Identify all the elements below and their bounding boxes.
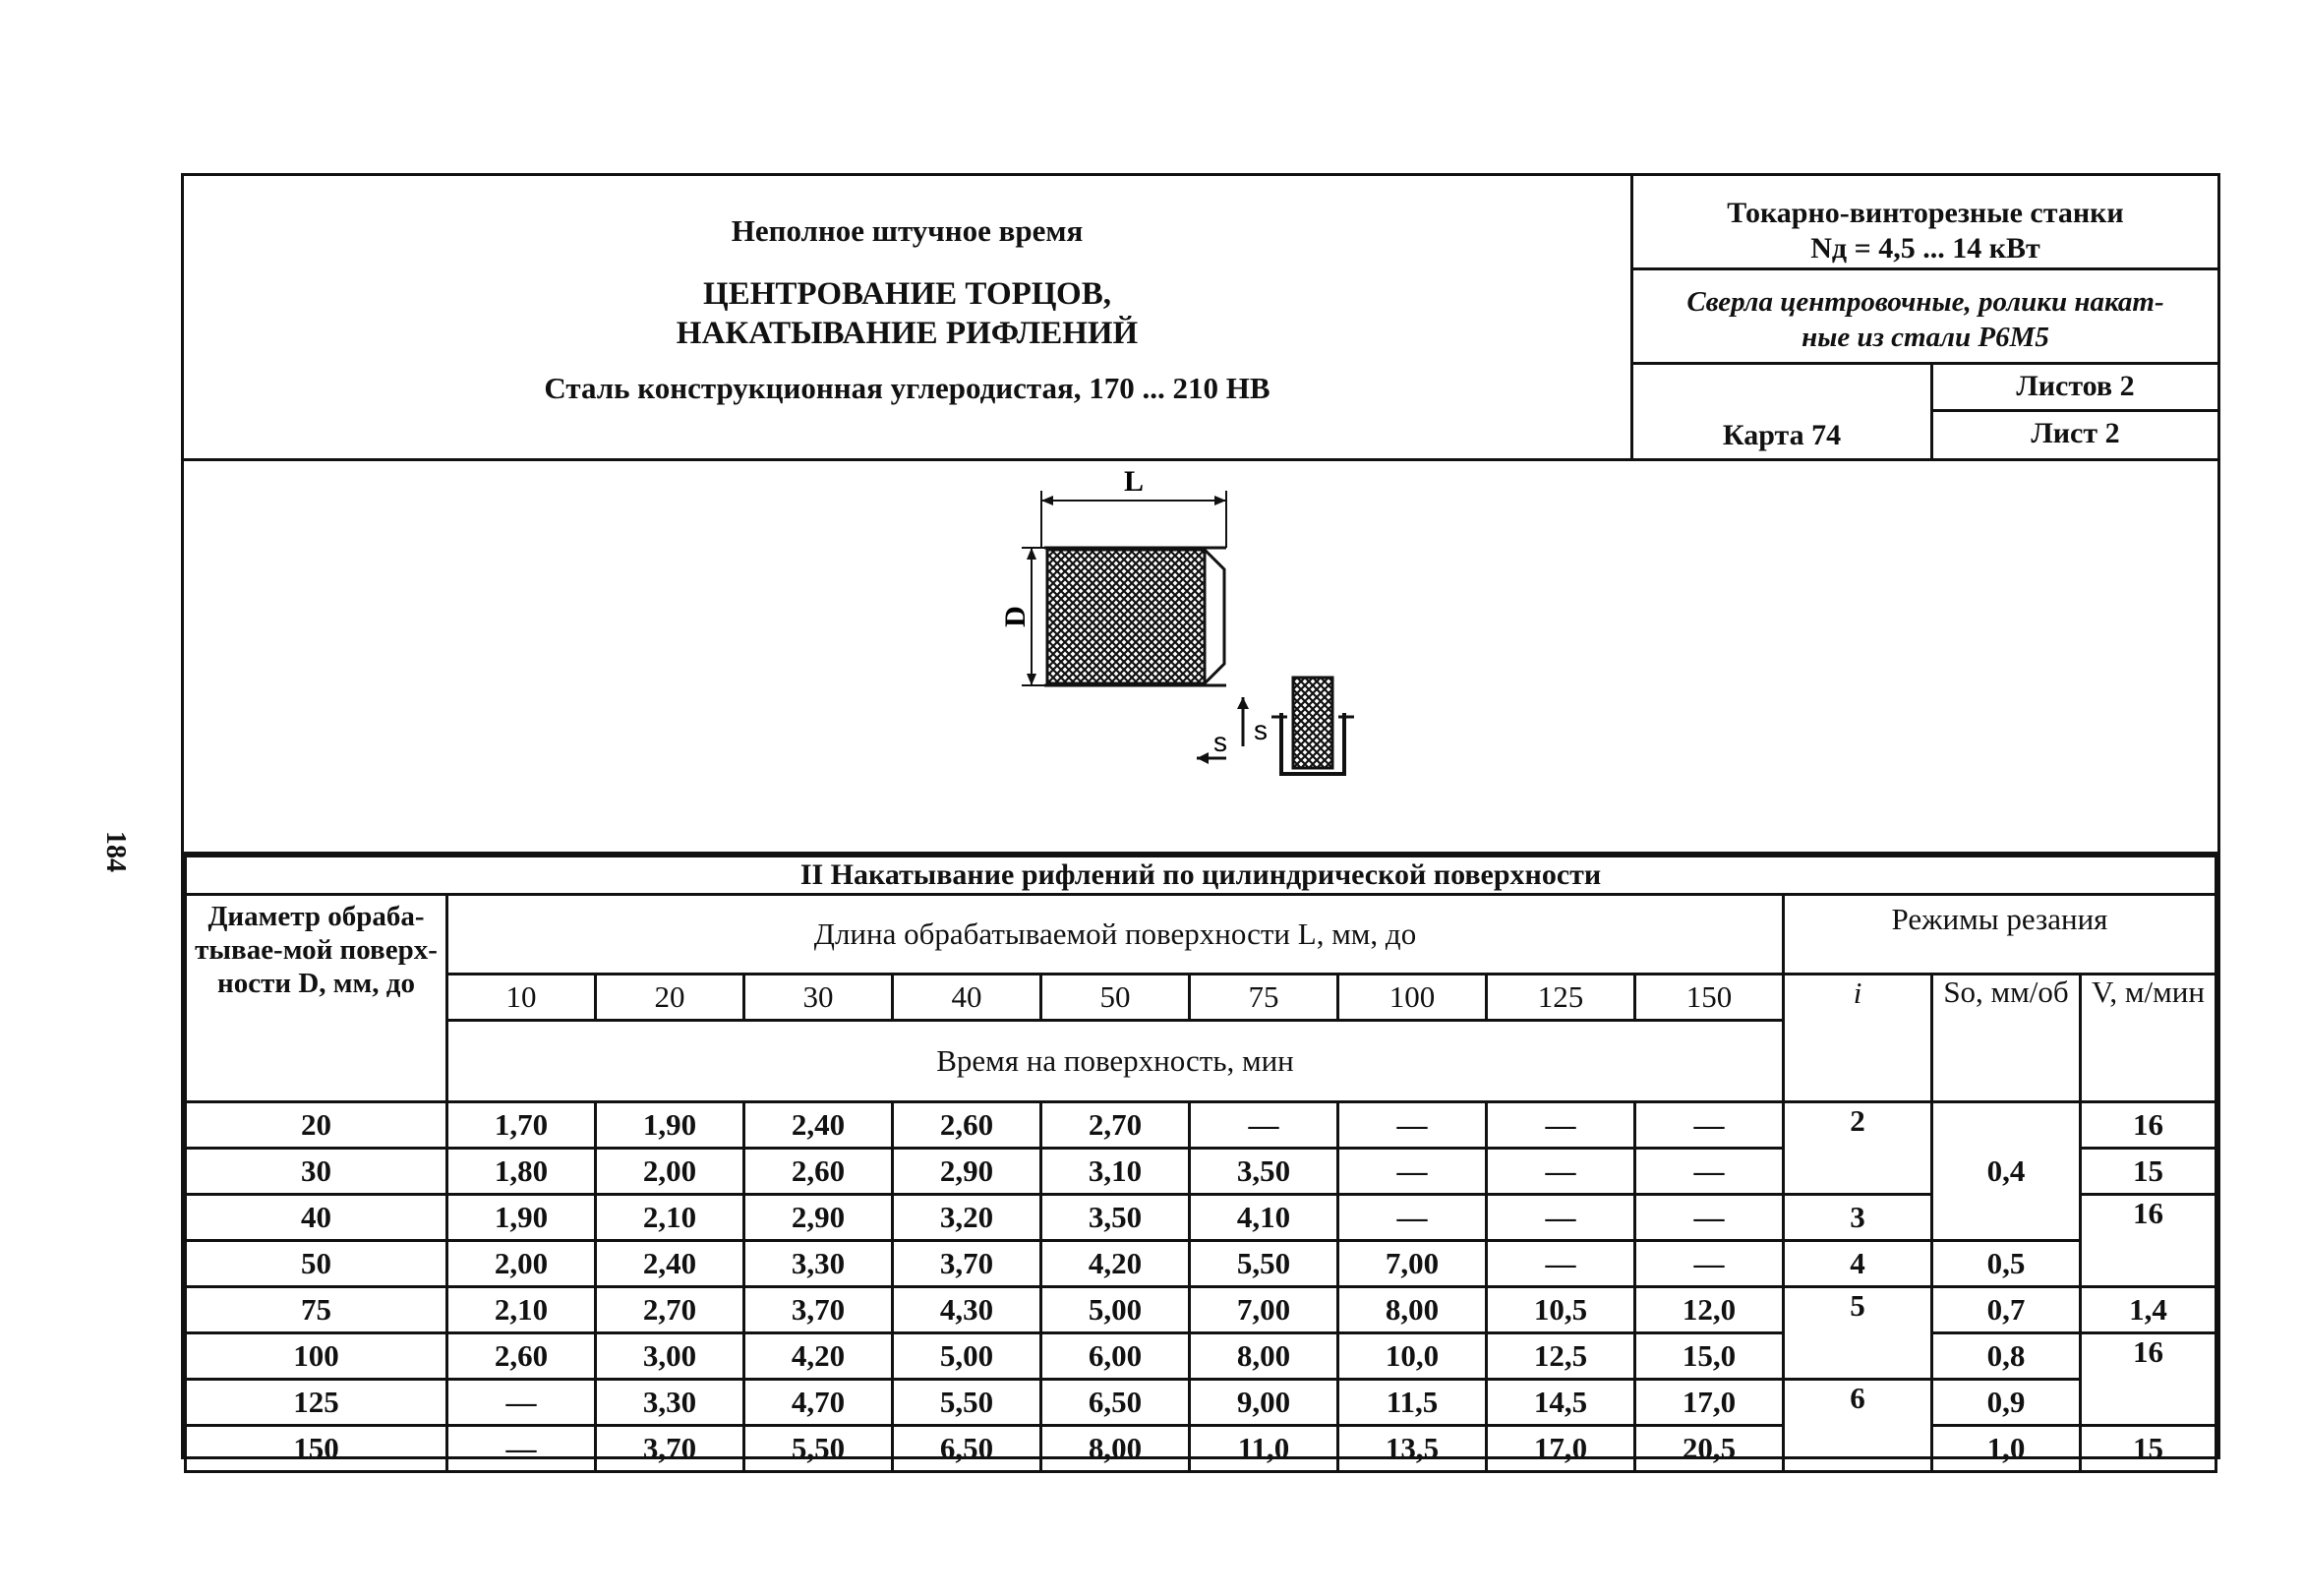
time-cell: 3,50 [1041,1195,1190,1241]
time-cell: — [1487,1195,1635,1241]
machine-line-1: Токарно-винторезные станки [1727,197,2124,229]
tool-spec [1633,270,2217,365]
table-row [186,1195,2216,1241]
time-cell: 6,00 [1041,1333,1190,1380]
time-cell: — [1338,1149,1487,1195]
sheet-count: Листов 2 [1933,365,2217,412]
time-cell: 3,50 [1190,1149,1338,1195]
feed-label-vertical: s [1254,715,1268,745]
time-cell: 13,5 [1338,1426,1487,1472]
time-cell: 2,10 [447,1287,596,1333]
time-cell: 4,20 [744,1333,893,1380]
feed-cell: 0,8 [1932,1333,2081,1380]
length-col: 125 [1487,975,1635,1021]
title-line-1: ЦЕНТРОВАНИЕ ТОРЦОВ, [703,276,1111,312]
time-cell: 2,60 [744,1149,893,1195]
time-cell: 3,30 [596,1380,744,1426]
operation-sketch [184,461,2217,855]
length-col: 20 [596,975,744,1021]
time-cell: 3,70 [596,1426,744,1472]
length-col: 30 [744,975,893,1021]
time-cell: 8,00 [1041,1426,1190,1472]
time-cell: — [1338,1102,1487,1149]
speed-cell: 16 [2081,1333,2216,1426]
time-cell: 5,00 [1041,1287,1190,1333]
time-cell: 20,5 [1635,1426,1784,1472]
time-cell: — [1487,1102,1635,1149]
time-cell: 3,20 [893,1195,1041,1241]
passes-cell: 3 [1784,1195,1932,1241]
time-cell: 5,50 [744,1426,893,1472]
title-line-2: НАКАТЫВАНИЕ РИФЛЕНИЙ [676,316,1139,351]
feed-cell: 0,9 [1932,1380,2081,1426]
time-cell: — [1338,1195,1487,1241]
time-cell: 3,10 [1041,1149,1190,1195]
time-cell: 8,00 [1190,1333,1338,1380]
card-header-left [184,176,1633,461]
time-cell: 11,5 [1338,1380,1487,1426]
tool-line-1: Сверла центровочные, ролики накат- [1686,286,2164,318]
time-cell: 2,90 [744,1195,893,1241]
speed-cell: 1,4 [2081,1287,2216,1333]
table-row [186,1287,2216,1333]
process-card [181,173,2220,1465]
time-cell: — [447,1380,596,1426]
speed-cell: 15 [2081,1426,2216,1472]
machine-spec [1633,176,2217,270]
header-s: So, мм/об [1932,975,2081,1102]
speed-cell: 16 [2081,1195,2216,1287]
time-cell: 3,00 [596,1333,744,1380]
time-cell: 6,50 [893,1426,1041,1472]
time-cell: 4,30 [893,1287,1041,1333]
diameter-cell: 50 [186,1241,447,1287]
length-col: 50 [1041,975,1190,1021]
time-cell: 9,00 [1190,1380,1338,1426]
time-cell: 2,00 [596,1149,744,1195]
time-cell: — [1635,1195,1784,1241]
passes-cell: 6 [1784,1380,1932,1472]
time-cell: 7,00 [1190,1287,1338,1333]
diameter-cell: 40 [186,1195,447,1241]
passes-cell: 4 [1784,1241,1932,1287]
time-cell: 2,00 [447,1241,596,1287]
time-cell: 1,80 [447,1149,596,1195]
diameter-cell: 75 [186,1287,447,1333]
header-diameter: Диаметр обраба-тывае-мой поверх-ности D, мм, до [186,895,447,1102]
feed-cell: 1,0 [1932,1426,2081,1472]
table-caption: II Накатывание рифлений по цилиндрической поверхности [186,857,2216,895]
time-cell: 4,20 [1041,1241,1190,1287]
workpiece-drawing [1022,491,1226,685]
time-norms-table [184,855,2217,1473]
time-cell: 2,70 [596,1287,744,1333]
time-cell: 2,40 [596,1241,744,1287]
machine-line-2: Nд = 4,5 ... 14 кВт [1810,232,2040,265]
time-cell: — [1487,1241,1635,1287]
table-row [186,1380,2216,1426]
feed-cell: 0,5 [1932,1241,2081,1287]
time-cell: 12,0 [1635,1287,1784,1333]
time-cell: 2,10 [596,1195,744,1241]
time-cell: 1,90 [596,1102,744,1149]
header-i: i [1784,975,1932,1102]
time-cell: 7,00 [1338,1241,1487,1287]
time-cell: 5,50 [893,1380,1041,1426]
header-modes: Режимы резания [1784,895,2216,975]
time-cell: 2,70 [1041,1102,1190,1149]
time-cell: — [1190,1102,1338,1149]
table-row [186,1102,2216,1149]
time-cell: 3,70 [893,1241,1041,1287]
time-cell: 3,70 [744,1287,893,1333]
time-cell: 5,00 [893,1333,1041,1380]
diameter-cell: 20 [186,1102,447,1149]
time-cell: 15,0 [1635,1333,1784,1380]
dimension-L: L [1123,465,1145,498]
page-number: 184 [100,831,131,872]
time-cell: 10,0 [1338,1333,1487,1380]
time-cell: 4,10 [1190,1195,1338,1241]
operation-title [184,274,1630,353]
dimension-D: D [999,606,1032,627]
table-row [186,1241,2216,1287]
speed-cell: 15 [2081,1149,2216,1195]
header-time: Время на поверхность, мин [447,1021,1784,1102]
time-cell: 1,90 [447,1195,596,1241]
feed-cell: 0,7 [1932,1287,2081,1333]
time-cell: 8,00 [1338,1287,1487,1333]
passes-cell: 5 [1784,1287,1932,1380]
time-cell: 10,5 [1487,1287,1635,1333]
length-col: 150 [1635,975,1784,1021]
time-cell: 2,90 [893,1149,1041,1195]
time-cell: 3,30 [744,1241,893,1287]
length-col: 100 [1338,975,1487,1021]
diameter-cell: 30 [186,1149,447,1195]
time-cell: 4,70 [744,1380,893,1426]
card-header-right [1633,176,2217,461]
knurling-sketch [184,461,2217,855]
passes-cell: 2 [1784,1102,1932,1195]
header-length: Длина обрабатываемой поверхности L, мм, до [447,895,1784,975]
time-cell: 17,0 [1487,1426,1635,1472]
diameter-cell: 100 [186,1333,447,1380]
time-cell: 6,50 [1041,1380,1190,1426]
time-cell: 1,70 [447,1102,596,1149]
diameter-cell: 125 [186,1380,447,1426]
speed-cell: 16 [2081,1102,2216,1149]
time-cell: 2,60 [893,1102,1041,1149]
time-cell: 12,5 [1487,1333,1635,1380]
time-cell: — [1635,1241,1784,1287]
time-cell: — [1635,1149,1784,1195]
length-col: 40 [893,975,1041,1021]
time-cell: — [1487,1149,1635,1195]
header-v: V, м/мин [2081,975,2216,1102]
sheet-number: Лист 2 [2031,417,2120,449]
time-cell: 11,0 [1190,1426,1338,1472]
header-subtitle: Неполное штучное время [731,213,1084,248]
feed-cell: 0,4 [1932,1102,2081,1241]
length-col: 75 [1190,975,1338,1021]
knurling-tool-drawing [1271,678,1354,774]
tool-line-2: ные из стали Р6М5 [1802,322,2049,353]
time-cell: 14,5 [1487,1380,1635,1426]
time-cell: 17,0 [1635,1380,1784,1426]
material-spec: Сталь конструкционная углеродистая, 170 ... 210 НВ [544,371,1270,405]
feed-label-horizontal: s [1213,727,1227,757]
time-cell: — [447,1426,596,1472]
time-cell: 2,40 [744,1102,893,1149]
time-norms-section [184,855,2217,1465]
diameter-cell: 150 [186,1426,447,1472]
time-cell: — [1635,1102,1784,1149]
length-col: 10 [447,975,596,1021]
time-cell: 5,50 [1190,1241,1338,1287]
card-number: Карта 74 [1633,365,1933,458]
time-cell: 2,60 [447,1333,596,1380]
